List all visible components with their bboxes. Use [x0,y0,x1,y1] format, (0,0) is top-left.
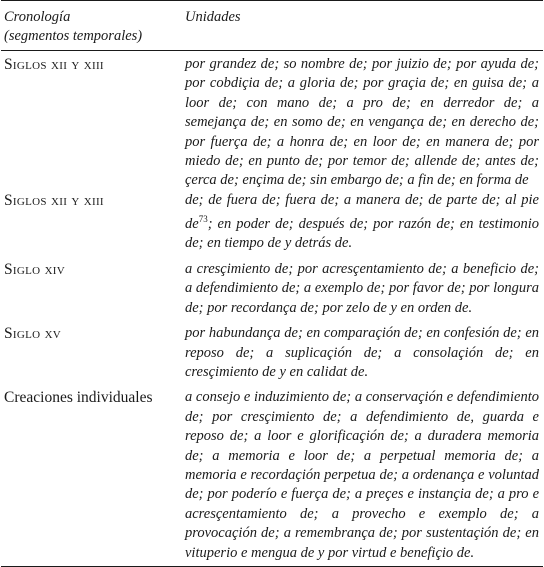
table-row [1,388,543,563]
table-row [1,260,543,318]
period-label: Siglos xii y xiii [4,56,104,73]
period-cell [1,388,182,563]
table-header [1,1,543,50]
units-text: a cresçimiento de; por acresçentamiento de; a beneficio de; a defendimiento de; a exemplo de; por favor de; por longura de; por recordança de; por zelo de y en orden de. [185,260,539,316]
units-text: por habundança de; en comparaçión de; en confesión de; en reposo de; a suplicaçión de; a consolaçión de; en cresçimiento de y en calidat de. [185,325,539,380]
units-text-a: de; de fuera de; fuera de; a manera de; de parte de; al pie de [185,191,539,233]
period-label: Creaciones individuales [4,389,153,407]
period-label: Siglos xii y xiii [4,191,104,209]
header-chronology-line2: (segmentos temporales) [4,28,143,44]
period-label: Siglo xv [4,325,62,343]
period-cell [1,324,182,382]
units-cell [182,260,543,318]
header-units: Unidades [185,9,241,25]
header-chronology [1,8,182,46]
footnote-ref: 73 [198,214,208,225]
units-table [1,0,543,567]
period-cell [1,191,182,254]
table-row [1,55,543,191]
units-cell [182,191,543,254]
period-cell [1,260,182,318]
units-text: a consejo e induzimiento de; a conservaçión e defendimiento de; por cresçimiento de; a defendimiento de, guarda e reposo de; a loor e glorificaçión de; a duradera memoria de; a memoria e loor de; a perpetual memoria de; a memoria e recordaçión perpetua de; a ordenança e voluntad de; por poderío e fuerça de; a preçes e instançia de; a pro e acresçentamiento de; a provecho e exemplo de; a provocaçión de; a remembrança de; por sustentaçión de; en vituperio e mengua de y por virtud e benefiçio de. [185,389,539,561]
units-cell [182,388,543,563]
units-text-b: ; en poder de; después de; por razón de; en testimonio de; en tiempo de y detrás de. [185,216,539,252]
units-text [185,191,539,254]
period-label: Siglo xiv [4,260,66,278]
header-chronology-line1: Cronología [4,9,71,25]
units-cell [182,324,543,382]
table-row [1,324,543,382]
units-text: por grandez de; so nombre de; por juizio de; por ayuda de; por cobdiçia de; a gloria de; por graçia de; en guisa de; a loor de; con mano de; a pro de; en derredor de; a semejança de; en somo de; en vengança de; en derecho de; por fuerça de; a honra de; en loor de; en manera de; por miedo de; en punto de; por temor de; allende de; antes de; çerca de; ençima de; sin embargo de; a fin de; en forma de [185,56,539,189]
units-cell [182,55,543,191]
table-row [1,191,543,254]
period-cell [1,55,182,191]
